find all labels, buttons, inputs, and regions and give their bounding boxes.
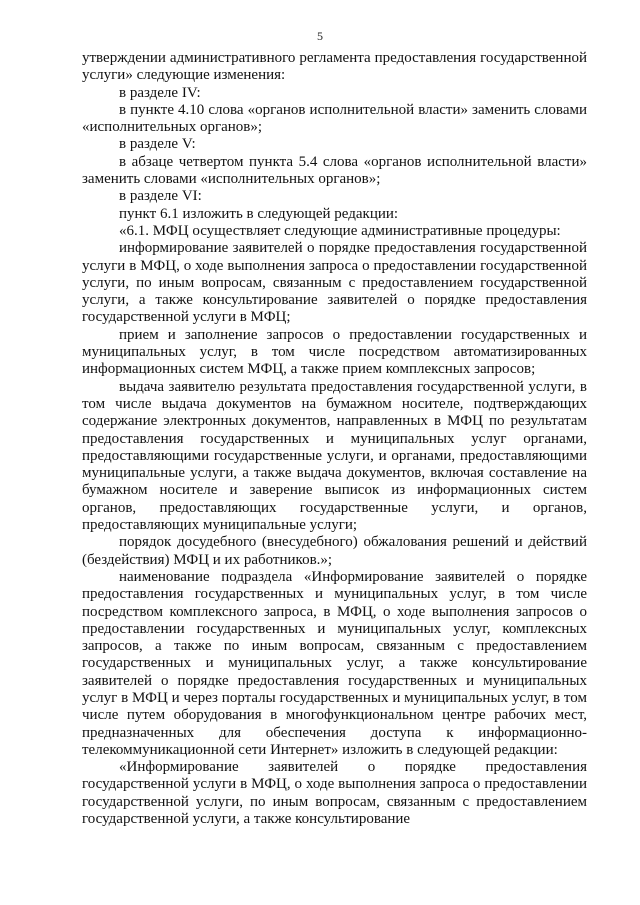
paragraph: в разделе V:	[119, 136, 196, 153]
paragraph: пункт 6.1 изложить в следующей редакции:	[119, 205, 399, 222]
paragraph: в разделе VI:	[119, 188, 202, 205]
page-number: 5	[317, 29, 323, 43]
paragraph: утверждении административного регламента предоставления государственной услуги» следующие изменения:	[82, 50, 587, 84]
paragraph: порядок досудебного (внесудебного) обжалования решений и действий (бездействия) МФЦ и их работников.»;	[82, 534, 587, 568]
paragraph: в пункте 4.10 слова «органов исполнительной власти» заменить словами «исполнительных органов»;	[82, 101, 587, 136]
paragraph: в абзаце четвертом пункта 5.4 слова «органов исполнительной власти» заменить словами «исполнительных органов»;	[82, 153, 587, 188]
paragraph: «6.1. МФЦ осуществляет следующие административные процедуры:	[119, 222, 561, 239]
paragraph: наименование подраздела «Информирование заявителей о порядке предоставления государственных и муниципальных услуг, в том числе посредством комплексного запроса, в МФЦ, о ходе выполнения запросов о предоставлении государственных и муниципальных услуг, комплексных запросов, а также по иным вопросам, связанным с предоставлением государственных и муниципальных услуг, а также консультирование заявителей о порядке предоставления государственных и муниципальных услуг в МФЦ и через порталы государственных и муниципальных услуг, в том числе путем оборудования в многофункциональном центре рабочих мест, предназначенных для обеспечения доступа к информационно-телекоммуникационной сети Интернет» изложить в следующей редакции:	[82, 568, 587, 758]
paragraph: «Информирование заявителей о порядке предоставления государственной услуги в МФЦ, о ходе выполнения запроса о предоставлении государственной услуги, по иным вопросам, связанным с предоставлением государственной услуги, а также консультирование	[82, 759, 587, 828]
paragraph: информирование заявителей о порядке предоставления государственной услуги в МФЦ, о ходе выполнения запроса о предоставлении государственной услуги, по иным вопросам, связанным с предоставлением государственной услуги, а также консультирование заявителей о порядке предоставления государственной услуги в МФЦ;	[82, 240, 587, 326]
document-body	[82, 50, 587, 828]
paragraph: прием и заполнение запросов о предоставлении государственных и муниципальных услуг, в том числе посредством автоматизированных информационных систем МФЦ, а также прием комплексных запросов;	[82, 326, 587, 378]
paragraph: выдача заявителю результата предоставления государственной услуги, в том числе выдача документов на бумажном носителе, подтверждающих содержание электронных документов, направленных в МФЦ по результатам предоставления государственных и муниципальных услуг органами, предоставляющими государственные услуги, и органами, предоставляющими муниципальные услуги, а также выдача документов, включая составление на бумажном носителе и заверение выписок из информационных систем органов, предоставляющих государственные услуги, и органов, предоставляющих муниципальные услуги;	[82, 378, 587, 534]
paragraph: в разделе IV:	[119, 84, 201, 101]
